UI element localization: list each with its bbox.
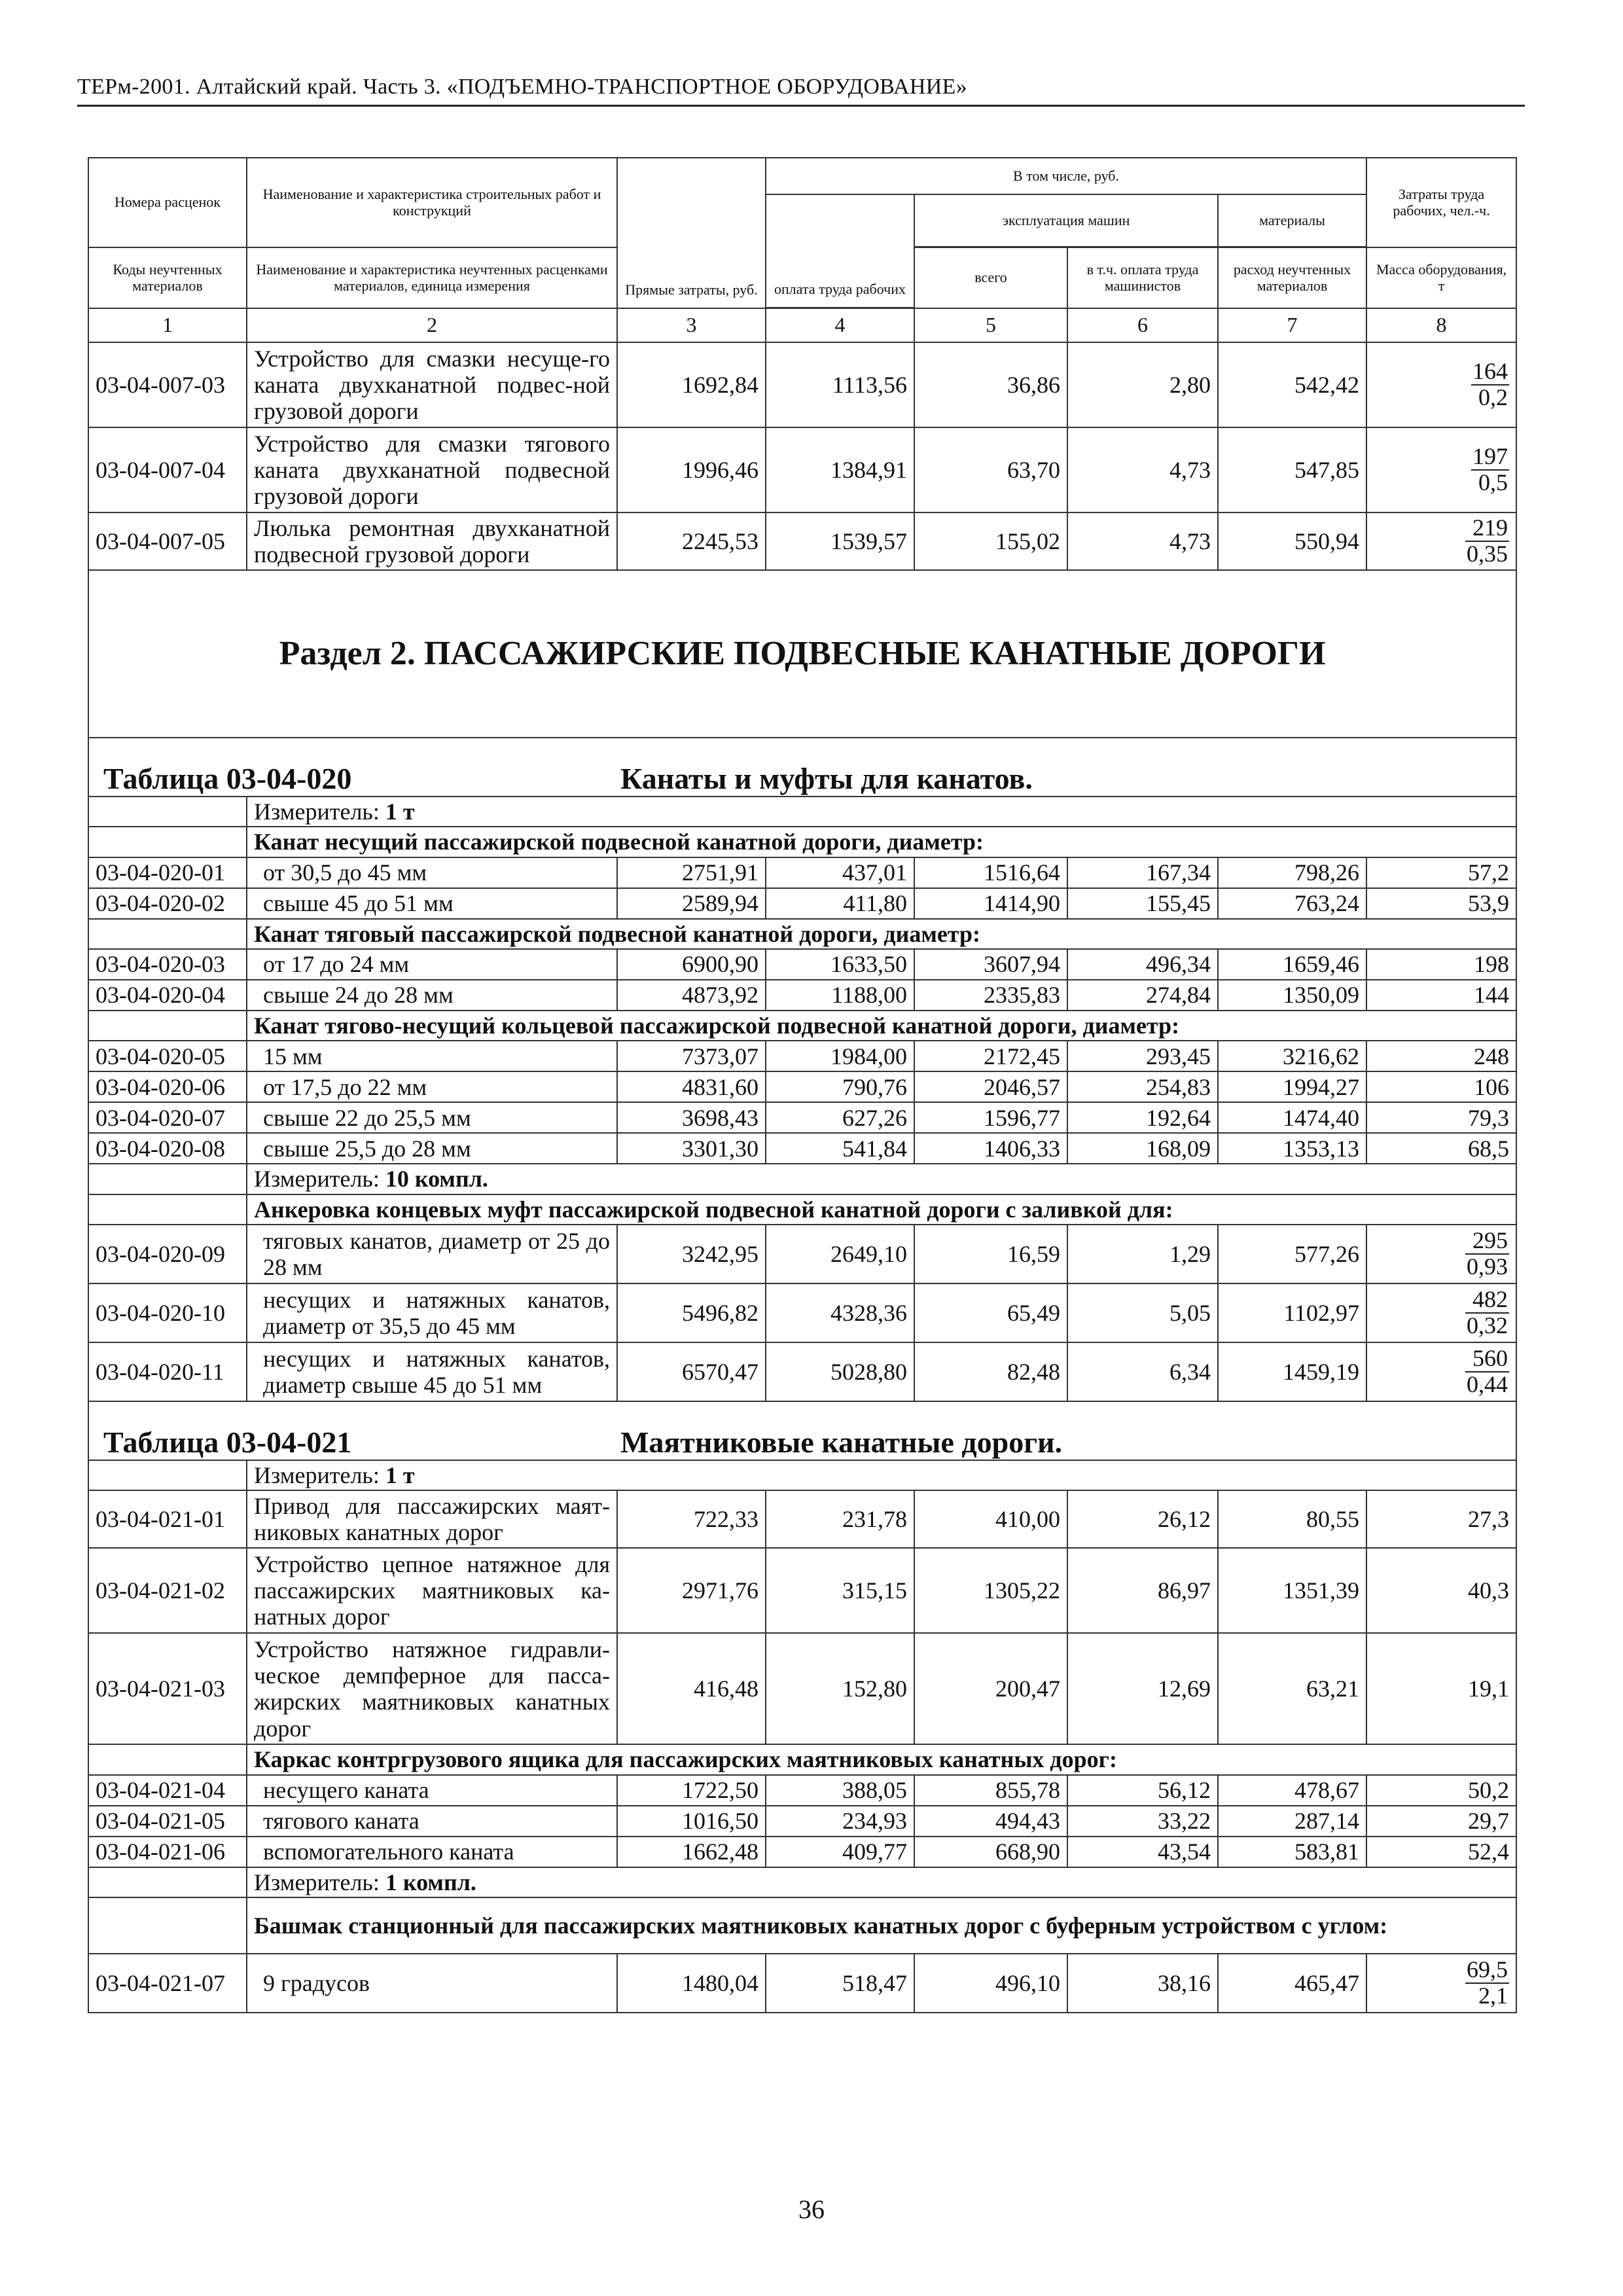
labor-cost-over-mass [1366, 342, 1516, 427]
labor-cost: 40,3 [1366, 1548, 1516, 1633]
rate-row [88, 1102, 1516, 1133]
labor-pay: 518,47 [766, 1954, 914, 2013]
rate-code: 03-04-021-06 [88, 1837, 247, 1867]
labor-pay: 5028,80 [766, 1342, 914, 1401]
materials-cost: 1353,13 [1218, 1133, 1366, 1164]
table-title: Канаты и муфты для канатов. [620, 762, 1033, 796]
materials-cost: 550,94 [1218, 512, 1366, 570]
labor-cost: 106 [1366, 1071, 1516, 1102]
materials-cost: 1350,09 [1218, 980, 1366, 1011]
labor-pay: 2649,10 [766, 1225, 914, 1283]
labor-cost: 50,2 [1366, 1775, 1516, 1806]
measure-unit [247, 1867, 1516, 1897]
group-spacer [88, 797, 247, 827]
group-spacer [88, 1011, 247, 1041]
rates-table [88, 157, 1517, 2013]
rate-code: 03-04-020-09 [88, 1225, 247, 1283]
col-unaccounted-names: Наименование и характеристика неучтенных расценками материалов, единица измерения [247, 247, 617, 308]
labor-pay: 1633,50 [766, 949, 914, 980]
labor-pay: 388,05 [766, 1775, 914, 1806]
rate-row [88, 1548, 1516, 1633]
machine-ops-total: 200,47 [914, 1633, 1067, 1744]
equipment-mass-value: 0,44 [1467, 1371, 1508, 1397]
fraction [1465, 516, 1509, 567]
materials-cost: 465,47 [1218, 1954, 1366, 2013]
group-spacer [88, 827, 247, 857]
materials-cost: 80,55 [1218, 1490, 1366, 1548]
labor-cost: 27,3 [1366, 1490, 1516, 1548]
group-title: Башмак станционный для пассажирских маятниковых канатных дорог с буферным устройством с углом: [247, 1897, 1516, 1954]
group-spacer [88, 1744, 247, 1774]
col-work-name: Наименование и характеристика строительных работ и конструкций [247, 158, 617, 247]
measure-unit [247, 1164, 1516, 1194]
machinist-pay: 1,29 [1067, 1225, 1218, 1283]
rate-row [88, 1342, 1516, 1401]
rate-row [88, 980, 1516, 1011]
direct-costs: 5496,82 [617, 1283, 766, 1342]
materials-cost: 1351,39 [1218, 1548, 1366, 1633]
machine-ops-total: 36,86 [914, 342, 1067, 427]
measure-unit-value: 1 т [385, 1462, 415, 1488]
rate-row [88, 1041, 1516, 1071]
labor-cost-value: 69,5 [1467, 1956, 1508, 1982]
machine-ops-total: 1516,64 [914, 857, 1067, 888]
direct-costs: 2751,91 [617, 857, 766, 888]
measure-unit-label: Измеритель: [254, 1869, 380, 1895]
labor-pay: 4328,36 [766, 1283, 914, 1342]
measure-unit-row [88, 1867, 1516, 1897]
rate-name: тягового каната [247, 1806, 617, 1837]
col-machine-total: всего [914, 247, 1067, 308]
labor-cost: 52,4 [1366, 1837, 1516, 1867]
fraction [1471, 444, 1509, 495]
rate-code: 03-04-021-07 [88, 1954, 247, 2013]
equipment-mass-value: 0,93 [1467, 1253, 1508, 1280]
measure-unit-label: Измеритель: [254, 798, 380, 825]
group-spacer [88, 919, 247, 949]
rate-name: свыше 22 до 25,5 мм [247, 1102, 617, 1133]
machinist-pay: 6,34 [1067, 1342, 1218, 1401]
materials-cost: 542,42 [1218, 342, 1366, 427]
col-unaccounted-use: расход неучтенных материалов [1218, 247, 1366, 308]
measure-unit-label: Измеритель: [254, 1462, 380, 1488]
equipment-mass-value: 2,1 [1478, 1982, 1508, 2009]
rate-code: 03-04-020-04 [88, 980, 247, 1011]
group-title: Каркас контргрузового ящика для пассажирских маятниковых канатных дорог: [247, 1744, 1516, 1774]
table-title: Маятниковые канатные дороги. [620, 1426, 1063, 1460]
direct-costs: 7373,07 [617, 1041, 766, 1071]
col-number: 6 [1067, 308, 1218, 342]
rate-code: 03-04-021-03 [88, 1633, 247, 1744]
rate-row [88, 427, 1516, 512]
materials-cost: 287,14 [1218, 1806, 1366, 1837]
rate-row [88, 1806, 1516, 1837]
labor-pay: 315,15 [766, 1548, 914, 1633]
rate-name: тяговых канатов, диаметр от 25 до 28 мм [247, 1225, 617, 1283]
materials-cost: 547,85 [1218, 427, 1366, 512]
rate-code: 03-04-021-05 [88, 1806, 247, 1837]
machinist-pay: 168,09 [1067, 1133, 1218, 1164]
labor-pay: 437,01 [766, 857, 914, 888]
machine-ops-total: 65,49 [914, 1283, 1067, 1342]
rate-code: 03-04-007-04 [88, 427, 247, 512]
direct-costs: 4873,92 [617, 980, 766, 1011]
rate-name: Устройство для смазки тягового каната двухканатной подвесной грузовой дороги [247, 427, 617, 512]
machinist-pay: 254,83 [1067, 1071, 1218, 1102]
machine-ops-total: 2046,57 [914, 1071, 1067, 1102]
rate-name: Устройство натяжное гидравли-ческое демпферное для пасса-жирских маятниковых канатных дорог [247, 1633, 617, 1744]
materials-cost: 583,81 [1218, 1837, 1366, 1867]
section-title: Раздел 2. ПАССАЖИРСКИЕ ПОДВЕСНЫЕ КАНАТНЫЕ ДОРОГИ [88, 570, 1516, 738]
rate-row [88, 888, 1516, 919]
rate-code: 03-04-021-01 [88, 1490, 247, 1548]
table-heading [89, 1426, 1516, 1460]
measure-unit-value: 1 компл. [385, 1869, 476, 1895]
machinist-pay: 56,12 [1067, 1775, 1218, 1806]
col-number: 1 [88, 308, 247, 342]
machine-ops-total: 410,00 [914, 1490, 1067, 1548]
machinist-pay: 192,64 [1067, 1102, 1218, 1133]
labor-cost: 53,9 [1366, 888, 1516, 919]
col-number: 2 [247, 308, 617, 342]
machinist-pay: 4,73 [1067, 427, 1218, 512]
rate-name: несущих и натяжных канатов, диаметр свыше 45 до 51 мм [247, 1342, 617, 1401]
labor-cost: 29,7 [1366, 1806, 1516, 1837]
materials-cost: 63,21 [1218, 1633, 1366, 1744]
machinist-pay: 86,97 [1067, 1548, 1218, 1633]
measure-unit-row [88, 1164, 1516, 1194]
machinist-pay: 43,54 [1067, 1837, 1218, 1867]
group-title-row [88, 1194, 1516, 1225]
table-code: Таблица 03-04-020 [103, 762, 352, 796]
direct-costs: 1692,84 [617, 342, 766, 427]
rate-name: от 17 до 24 мм [247, 949, 617, 980]
rate-row [88, 857, 1516, 888]
labor-pay: 541,84 [766, 1133, 914, 1164]
machinist-pay: 2,80 [1067, 342, 1218, 427]
column-numbers-row [88, 308, 1516, 342]
machinist-pay: 167,34 [1067, 857, 1218, 888]
rate-name: Устройство для смазки несуще-го каната двухканатной подвес-ной грузовой дороги [247, 342, 617, 427]
machine-ops-total: 155,02 [914, 512, 1067, 570]
fraction [1465, 1958, 1509, 2009]
group-spacer [88, 1460, 247, 1490]
labor-cost: 144 [1366, 980, 1516, 1011]
col-machinist-pay: в т.ч. оплата труда машинистов [1067, 247, 1218, 308]
col-unaccounted-codes: Коды неучтенных материалов [88, 247, 247, 308]
col-rate-numbers: Номера расценок [88, 158, 247, 247]
col-machine-ops: эксплуатация машин [914, 194, 1218, 247]
direct-costs: 1480,04 [617, 1954, 766, 2013]
direct-costs: 4831,60 [617, 1071, 766, 1102]
rate-row [88, 1837, 1516, 1867]
direct-costs: 3301,30 [617, 1133, 766, 1164]
labor-cost-over-mass [1366, 1225, 1516, 1283]
col-labor-cost: Затраты труда рабочих, чел.-ч. [1366, 158, 1516, 247]
rate-code: 03-04-020-10 [88, 1283, 247, 1342]
measure-unit-label: Измеритель: [254, 1166, 380, 1193]
group-spacer [88, 1897, 247, 1954]
group-title: Канат тягово-несущий кольцевой пассажирской подвесной канатной дороги, диаметр: [247, 1011, 1516, 1041]
materials-cost: 478,67 [1218, 1775, 1366, 1806]
rate-name: несущих и натяжных канатов, диаметр от 35,5 до 45 мм [247, 1283, 617, 1342]
col-number: 3 [617, 308, 766, 342]
measure-unit [247, 1460, 1516, 1490]
rate-name: свыше 45 до 51 мм [247, 888, 617, 919]
direct-costs: 1016,50 [617, 1806, 766, 1837]
labor-cost-value: 482 [1465, 1287, 1509, 1314]
machine-ops-total: 63,70 [914, 427, 1067, 512]
rate-row [88, 1490, 1516, 1548]
labor-cost-over-mass [1366, 427, 1516, 512]
machine-ops-total: 668,90 [914, 1837, 1067, 1867]
measure-unit-row [88, 1460, 1516, 1490]
col-equipment-mass: Масса оборудования, т [1366, 247, 1516, 308]
group-title-row [88, 919, 1516, 949]
fraction [1465, 1287, 1509, 1338]
rate-code: 03-04-020-02 [88, 888, 247, 919]
equipment-mass-value: 0,32 [1467, 1312, 1508, 1338]
measure-unit [247, 797, 1516, 827]
machine-ops-total: 2335,83 [914, 980, 1067, 1011]
machinist-pay: 12,69 [1067, 1633, 1218, 1744]
labor-pay: 1188,00 [766, 980, 914, 1011]
labor-cost-value: 560 [1465, 1346, 1509, 1372]
col-number: 5 [914, 308, 1067, 342]
labor-pay: 627,26 [766, 1102, 914, 1133]
group-spacer [88, 1164, 247, 1194]
fraction [1465, 1229, 1509, 1280]
direct-costs: 1722,50 [617, 1775, 766, 1806]
machine-ops-total: 1305,22 [914, 1548, 1067, 1633]
machinist-pay: 155,45 [1067, 888, 1218, 919]
measure-unit-value: 10 компл. [385, 1166, 488, 1193]
machinist-pay: 33,22 [1067, 1806, 1218, 1837]
rate-code: 03-04-020-08 [88, 1133, 247, 1164]
materials-cost: 1659,46 [1218, 949, 1366, 980]
equipment-mass-value: 0,2 [1478, 384, 1508, 410]
direct-costs: 3242,95 [617, 1225, 766, 1283]
labor-cost: 68,5 [1366, 1133, 1516, 1164]
labor-pay: 1113,56 [766, 342, 914, 427]
rate-name: Устройство цепное натяжное для пассажирских маятниковых ка-натных дорог [247, 1548, 617, 1633]
machine-ops-total: 1406,33 [914, 1133, 1067, 1164]
group-title-row [88, 1897, 1516, 1954]
materials-cost: 1459,19 [1218, 1342, 1366, 1401]
materials-cost: 577,26 [1218, 1225, 1366, 1283]
labor-pay: 411,80 [766, 888, 914, 919]
materials-cost: 1474,40 [1218, 1102, 1366, 1133]
direct-costs: 3698,43 [617, 1102, 766, 1133]
group-spacer [88, 1194, 247, 1225]
direct-costs: 1996,46 [617, 427, 766, 512]
labor-pay: 790,76 [766, 1071, 914, 1102]
machinist-pay: 293,45 [1067, 1041, 1218, 1071]
labor-pay: 1384,91 [766, 427, 914, 512]
table-code: Таблица 03-04-021 [103, 1426, 352, 1460]
labor-cost-over-mass [1366, 512, 1516, 570]
machinist-pay: 38,16 [1067, 1954, 1218, 2013]
group-spacer [88, 1867, 247, 1897]
col-number: 4 [766, 308, 914, 342]
rate-row [88, 1225, 1516, 1283]
group-title-row [88, 1011, 1516, 1041]
group-title-row [88, 1744, 1516, 1774]
rate-row [88, 342, 1516, 427]
labor-cost-value: 197 [1472, 442, 1508, 469]
direct-costs: 2245,53 [617, 512, 766, 570]
labor-cost: 248 [1366, 1041, 1516, 1071]
labor-cost: 57,2 [1366, 857, 1516, 888]
rate-row [88, 1954, 1516, 2013]
materials-cost: 1102,97 [1218, 1283, 1366, 1342]
rate-name: вспомогательного каната [247, 1837, 617, 1867]
rate-code: 03-04-020-03 [88, 949, 247, 980]
rate-code: 03-04-020-05 [88, 1041, 247, 1071]
labor-cost-over-mass [1366, 1283, 1516, 1342]
labor-cost-value: 219 [1465, 516, 1509, 542]
direct-costs: 722,33 [617, 1490, 766, 1548]
table-heading-row [88, 1401, 1516, 1460]
machine-ops-total: 855,78 [914, 1775, 1067, 1806]
table-heading-cell [88, 1401, 1516, 1460]
machine-ops-total: 16,59 [914, 1225, 1067, 1283]
rate-code: 03-04-007-03 [88, 342, 247, 427]
labor-pay: 152,80 [766, 1633, 914, 1744]
rate-name: 9 градусов [247, 1954, 617, 2013]
section-row [88, 570, 1516, 738]
col-direct-costs: Прямые затраты, руб. [617, 158, 766, 308]
labor-cost-over-mass [1366, 1954, 1516, 2013]
measure-unit-row [88, 797, 1516, 827]
rate-name: свыше 24 до 28 мм [247, 980, 617, 1011]
rate-code: 03-04-021-04 [88, 1775, 247, 1806]
group-title: Канат тяговый пассажирской подвесной канатной дороги, диаметр: [247, 919, 1516, 949]
fraction [1465, 1346, 1509, 1397]
machine-ops-total: 496,10 [914, 1954, 1067, 2013]
labor-cost-value: 164 [1472, 357, 1508, 384]
group-title: Анкеровка концевых муфт пассажирской подвесной канатной дороги с заливкой для: [247, 1194, 1516, 1225]
page-number: 36 [798, 2195, 825, 2224]
labor-pay: 409,77 [766, 1837, 914, 1867]
rate-row [88, 949, 1516, 980]
col-including: В том числе, руб. [766, 158, 1366, 194]
rate-name: свыше 25,5 до 28 мм [247, 1133, 617, 1164]
rate-row [88, 1071, 1516, 1102]
rate-code: 03-04-021-02 [88, 1548, 247, 1633]
rate-code: 03-04-020-01 [88, 857, 247, 888]
table-heading [89, 762, 1516, 796]
fraction [1471, 359, 1509, 410]
machine-ops-total: 1596,77 [914, 1102, 1067, 1133]
labor-pay: 1539,57 [766, 512, 914, 570]
col-number: 7 [1218, 308, 1366, 342]
labor-cost: 19,1 [1366, 1633, 1516, 1744]
labor-pay: 1984,00 [766, 1041, 914, 1071]
direct-costs: 2589,94 [617, 888, 766, 919]
labor-cost-over-mass [1366, 1342, 1516, 1401]
materials-cost: 3216,62 [1218, 1041, 1366, 1071]
materials-cost: 798,26 [1218, 857, 1366, 888]
direct-costs: 2971,76 [617, 1548, 766, 1633]
rate-name: от 30,5 до 45 мм [247, 857, 617, 888]
col-materials: материалы [1218, 194, 1366, 247]
labor-cost: 79,3 [1366, 1102, 1516, 1133]
table-heading-row [88, 738, 1516, 797]
equipment-mass-value: 0,5 [1478, 469, 1508, 495]
labor-cost-value: 295 [1465, 1229, 1509, 1255]
table-heading-cell [88, 738, 1516, 797]
rate-row [88, 1133, 1516, 1164]
machinist-pay: 274,84 [1067, 980, 1218, 1011]
equipment-mass-value: 0,35 [1467, 540, 1508, 567]
machinist-pay: 496,34 [1067, 949, 1218, 980]
machinist-pay: 4,73 [1067, 512, 1218, 570]
labor-pay: 231,78 [766, 1490, 914, 1548]
rate-row [88, 1775, 1516, 1806]
direct-costs: 416,48 [617, 1633, 766, 1744]
rate-name: от 17,5 до 22 мм [247, 1071, 617, 1102]
rate-name: несущего каната [247, 1775, 617, 1806]
group-title: Канат несущий пассажирской подвесной канатной дороги, диаметр: [247, 827, 1516, 857]
direct-costs: 6570,47 [617, 1342, 766, 1401]
labor-pay: 234,93 [766, 1806, 914, 1837]
machinist-pay: 26,12 [1067, 1490, 1218, 1548]
rate-code: 03-04-020-11 [88, 1342, 247, 1401]
rate-code: 03-04-020-06 [88, 1071, 247, 1102]
measure-unit-value: 1 т [385, 798, 415, 825]
machine-ops-total: 3607,94 [914, 949, 1067, 980]
col-number: 8 [1366, 308, 1516, 342]
labor-cost: 198 [1366, 949, 1516, 980]
rate-code: 03-04-007-05 [88, 512, 247, 570]
direct-costs: 1662,48 [617, 1837, 766, 1867]
rate-row [88, 1633, 1516, 1744]
machine-ops-total: 82,48 [914, 1342, 1067, 1401]
machine-ops-total: 2172,45 [914, 1041, 1067, 1071]
rate-row [88, 1283, 1516, 1342]
rate-name: Люлька ремонтная двухканатной подвесной грузовой дороги [247, 512, 617, 570]
materials-cost: 1994,27 [1218, 1071, 1366, 1102]
rate-name: Привод для пассажирских маят-никовых канатных дорог [247, 1490, 617, 1548]
machine-ops-total: 1414,90 [914, 888, 1067, 919]
machinist-pay: 5,05 [1067, 1283, 1218, 1342]
rate-row [88, 512, 1516, 570]
rate-name: 15 мм [247, 1041, 617, 1071]
col-labor-pay: оплата труда рабочих [766, 194, 914, 308]
direct-costs: 6900,90 [617, 949, 766, 980]
materials-cost: 763,24 [1218, 888, 1366, 919]
rate-code: 03-04-020-07 [88, 1102, 247, 1133]
page-header: ТЕРм-2001. Алтайский край. Часть 3. «ПОДЪЕМНО-ТРАНСПОРТНОЕ ОБОРУДОВАНИЕ» [77, 75, 1525, 107]
group-title-row [88, 827, 1516, 857]
machine-ops-total: 494,43 [914, 1806, 1067, 1837]
